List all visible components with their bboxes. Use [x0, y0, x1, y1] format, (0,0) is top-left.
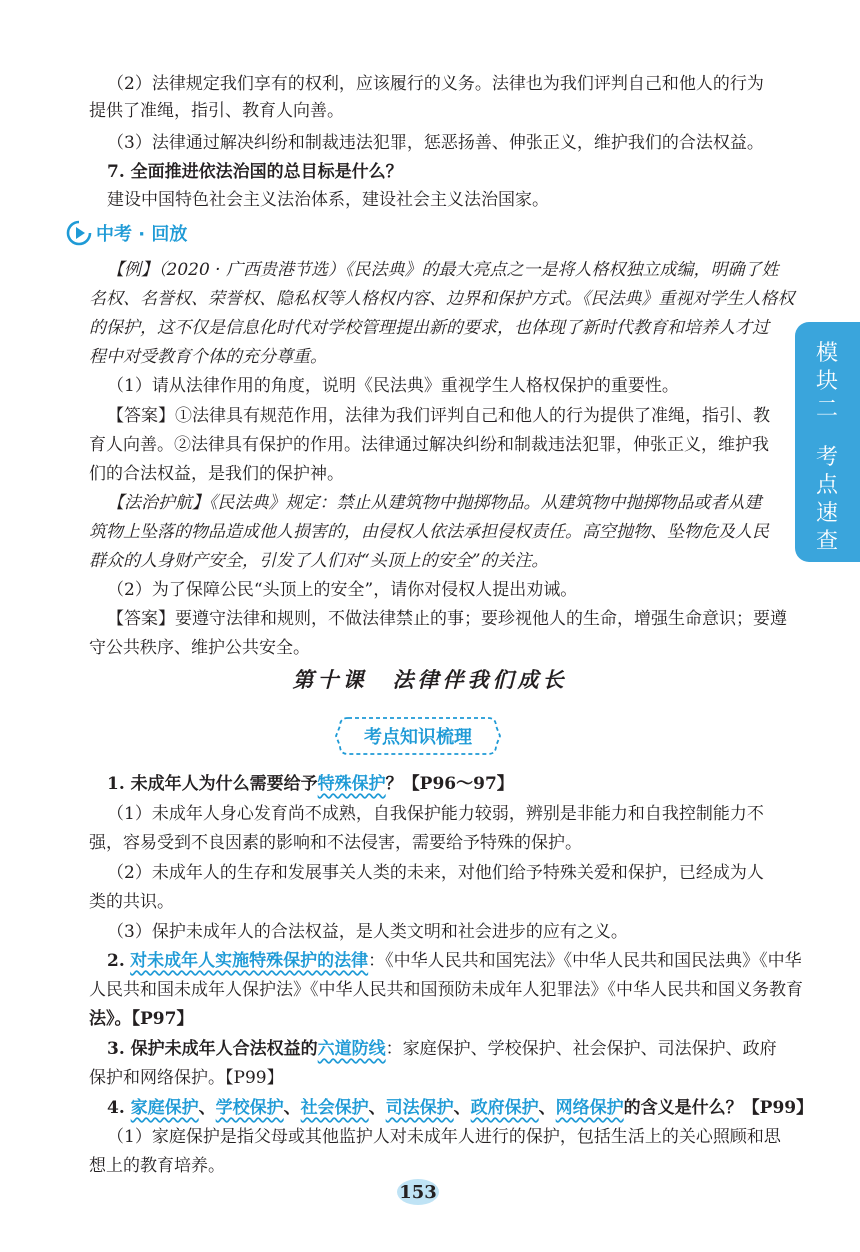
- example-line: 【例】（2020 · 广西贵港节选）《民法典》的最大亮点之一是将人格权独立成编，明确了姓: [107, 260, 779, 280]
- tab-char: [812, 424, 842, 444]
- answer-line: 守公共秩序、维护公共安全。: [89, 638, 310, 658]
- answer-line: 建设中国特色社会主义法治体系，建设社会主义法治国家。: [107, 190, 549, 210]
- tab-char: 块: [815, 369, 838, 394]
- item-number: 2.: [107, 951, 125, 971]
- keyword: 司法保护: [385, 1098, 454, 1118]
- law-navigation-line: 筑物上坠落的物品造成他人损害的，由侵权人依法承担侵权责任。高空抛物、坠物危及人民: [89, 522, 769, 542]
- question-heading: [107, 1096, 813, 1120]
- paragraph-line: 想上的教育培养。: [89, 1156, 225, 1176]
- play-circle-icon: [66, 220, 92, 246]
- answer-line: 们的合法权益，是我们的保护神。: [89, 464, 344, 484]
- example-line: 的保护，这不仅是信息化时代对学校管理提出新的要求，也体现了新时代教育和培养人才过: [89, 318, 769, 338]
- tab-char: 点: [815, 473, 838, 498]
- answer-line: 【答案】①法律具有规范作用，法律为我们评判自己和他人的行为提供了准绳，指引、教: [107, 406, 770, 426]
- separator: 、: [368, 1098, 386, 1118]
- example-line: 名权、名誉权、荣誉权、隐私权等人格权内容、边界和保护方式。《民法典》重视对学生人格权: [89, 289, 795, 309]
- zhongkao-header: [66, 218, 187, 248]
- tab-char: 考: [815, 445, 838, 470]
- page-ref: ？【P96～97】: [385, 774, 514, 794]
- module-side-tab-label: [812, 340, 842, 556]
- question-line: （1）请从法律作用的角度，说明《民法典》重视学生人格权保护的重要性。: [107, 376, 679, 396]
- paragraph-line: （2）未成年人的生存和发展事关人类的未来，对他们给予特殊关爱和保护，已经成为人: [107, 863, 764, 883]
- paragraph-line: （3）保护未成年人的合法权益，是人类文明和社会进步的应有之义。: [107, 922, 628, 942]
- paragraph-text: ：《中华人民共和国宪法》《中华人民共和国民法典》《中华: [368, 951, 802, 971]
- paragraph-line: （3）法律通过解决纠纷和制裁违法犯罪，惩恶扬善、伸张正义，维护我们的合法权益。: [107, 133, 764, 153]
- question-text: 3. 保护未成年人合法权益的: [107, 1039, 318, 1059]
- paragraph-line: 人民共和国未成年人保护法》《中华人民共和国预防未成年人犯罪法》《中华人民共和国义务教育: [89, 980, 803, 1000]
- keyword: 特殊保护: [317, 774, 386, 794]
- paragraph-line: 提供了准绳，指引、教育人向善。: [89, 101, 344, 121]
- paragraph-line: （1）未成年人身心发育尚不成熟，自我保护能力较弱，辨别是非能力和自我控制能力不: [107, 804, 764, 824]
- keyword: 对未成年人实施特殊保护的法律: [130, 951, 369, 971]
- question-heading: [107, 772, 514, 796]
- keyword: 网络保护: [555, 1098, 624, 1118]
- keyword: 家庭保护: [130, 1098, 199, 1118]
- law-navigation-line: 【法治护航】《民法典》规定：禁止从建筑物中抛掷物品。从建筑物中抛掷物品或者从建: [107, 493, 762, 513]
- keyword: 六道防线: [317, 1039, 386, 1059]
- question-line: （2）为了保障公民“头顶上的安全”，请你对侵权人提出劝诫。: [107, 580, 578, 600]
- lesson-title: 第十课 法律伴我们成长: [292, 667, 568, 692]
- tab-char: 速: [815, 501, 838, 526]
- keyword: 政府保护: [470, 1098, 539, 1118]
- tab-char: 查: [815, 529, 838, 554]
- zhongkao-label: 中考 · 回放: [96, 224, 188, 245]
- paragraph-line: （1）家庭保护是指父母或其他监护人对未成年人进行的保护，包括生活上的关心照顾和思: [107, 1127, 781, 1147]
- answer-line: 育人向善。②法律具有保护的作用。法律通过解决纠纷和制裁违法犯罪，伸张正义，维护我: [89, 435, 769, 455]
- keyword: 社会保护: [300, 1098, 369, 1118]
- question-text: 1. 未成年人为什么需要给予: [107, 774, 318, 794]
- law-navigation-line: 群众的人身财产安全，引发了人们对“头顶上的安全”的关注。: [89, 551, 549, 571]
- paragraph-line: 类的共识。: [89, 892, 174, 912]
- paragraph-line: （2）法律规定我们享有的权利，应该履行的义务。法律也为我们评判自己和他人的行为: [107, 74, 764, 94]
- paragraph-text: ：家庭保护、学校保护、社会保护、司法保护、政府: [385, 1039, 777, 1059]
- section-badge: 考点知识梳理: [364, 727, 472, 748]
- paragraph-line: 强，容易受到不良因素的影响和不法侵害，需要给予特殊的保护。: [89, 833, 582, 853]
- question-text: 的含义是什么？【P99】: [623, 1098, 814, 1118]
- question-heading: [107, 1037, 777, 1061]
- answer-line: 【答案】要遵守法律和规则，不做法律禁止的事；要珍视他人的生命，增强生命意识；要遵: [107, 609, 787, 629]
- tab-char: 模: [815, 341, 838, 366]
- question-heading: [107, 949, 802, 973]
- tab-char: 二: [815, 397, 838, 422]
- item-number: 4.: [107, 1098, 125, 1118]
- paragraph-line: 保护和网络保护。【P99】: [89, 1068, 284, 1088]
- separator: 、: [198, 1098, 216, 1118]
- question-heading: 7. 全面推进依法治国的总目标是什么？: [107, 162, 403, 182]
- keyword: 学校保护: [215, 1098, 284, 1118]
- separator: 、: [538, 1098, 556, 1118]
- paragraph-line: 法》。【P97】: [89, 1009, 194, 1029]
- page-number: 153: [399, 1181, 437, 1203]
- separator: 、: [453, 1098, 471, 1118]
- example-line: 程中对受教育个体的充分尊重。: [89, 347, 327, 367]
- separator: 、: [283, 1098, 301, 1118]
